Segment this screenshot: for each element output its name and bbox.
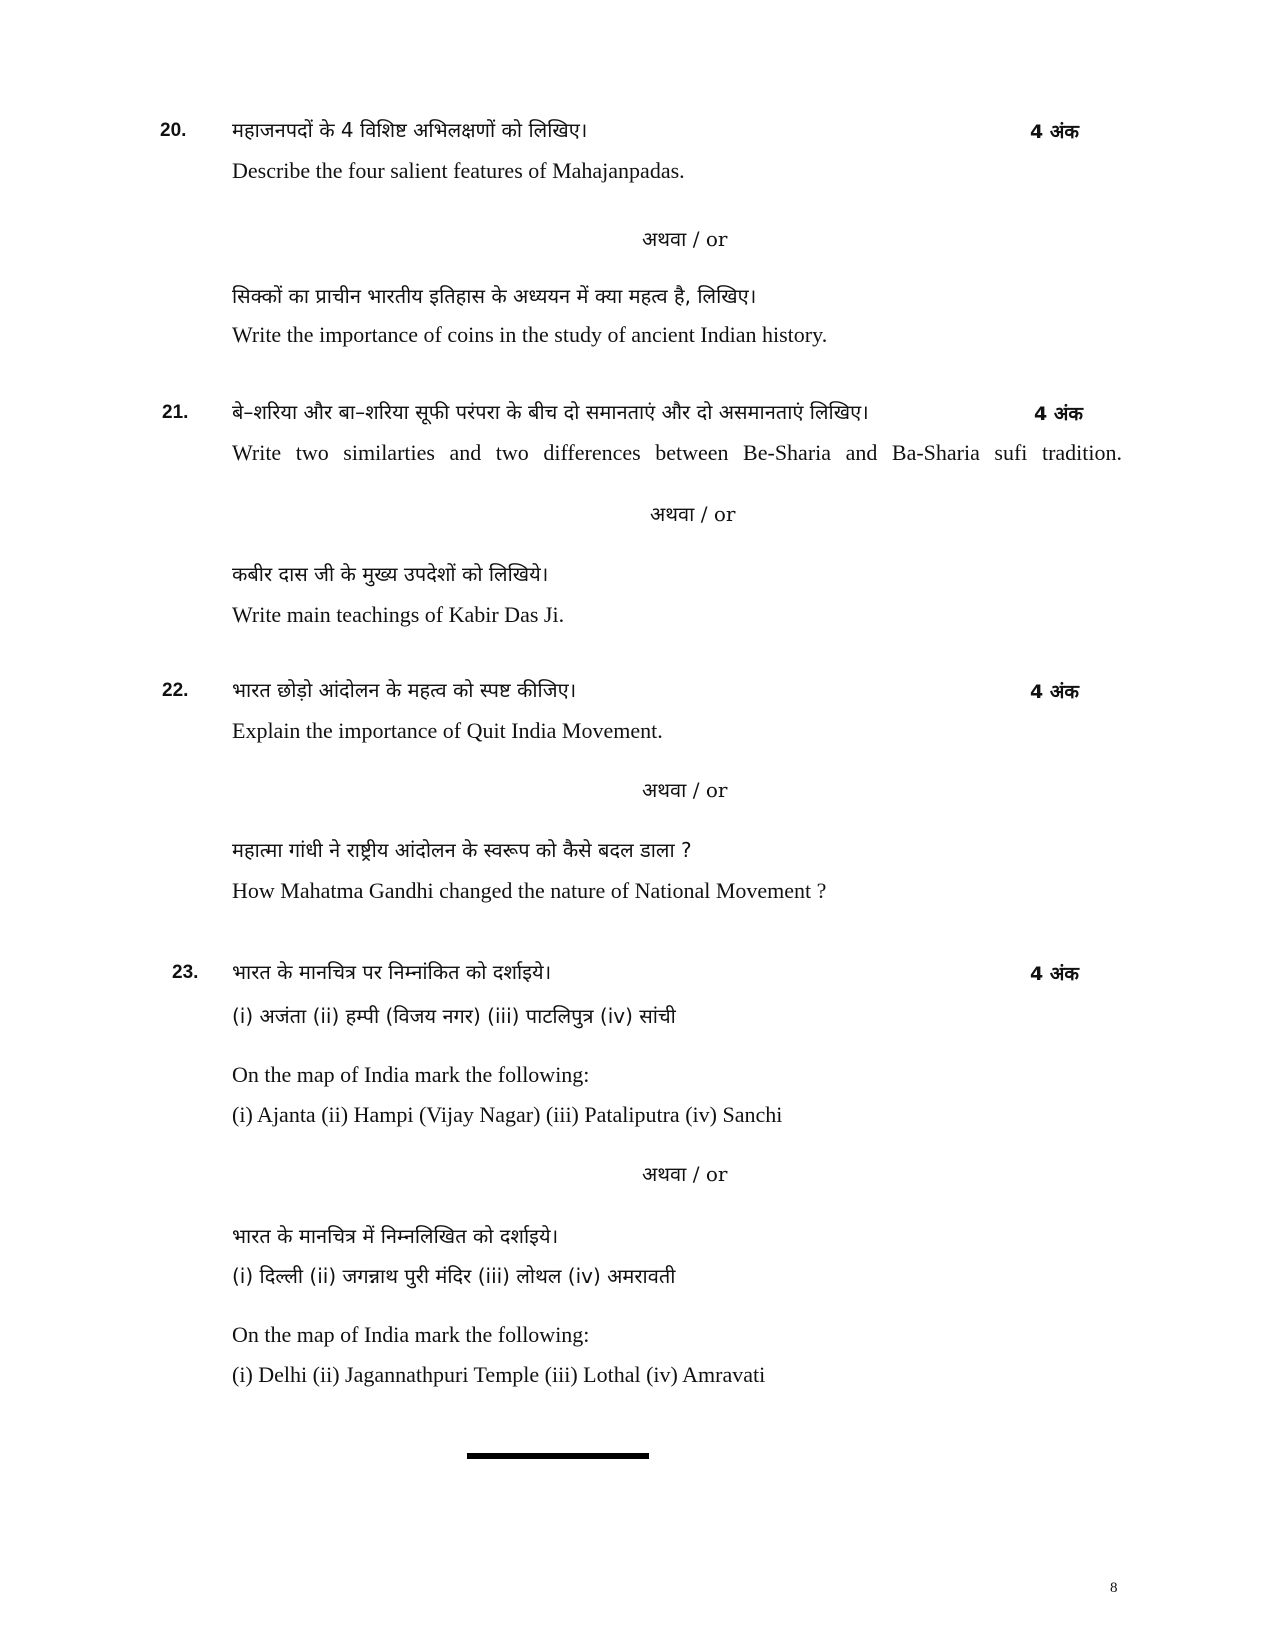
end-of-paper-rule — [467, 1453, 649, 1459]
question-20-alt-hindi: सिक्कों का प्राचीन भारतीय इतिहास के अध्ययन में क्या महत्व है, लिखिए। — [232, 284, 757, 308]
question-20-hindi: महाजनपदों के 4 विशिष्ट अभिलक्षणों को लिखिए। — [232, 118, 588, 142]
question-23-alt-hindi: भारत के मानचित्र में निम्नलिखित को दर्शाइये। — [232, 1224, 559, 1248]
question-23-english: On the map of India mark the following: — [232, 1062, 590, 1087]
question-20-or-label: अथवा / or — [642, 227, 728, 251]
question-22-or-label: अथवा / or — [642, 778, 728, 802]
question-23-marks: 4 अंक — [1030, 963, 1079, 985]
question-22-hindi: भारत छोड़ो आंदोलन के महत्व को स्पष्ट कीजिए। — [232, 678, 577, 702]
question-21-alt-english: Write main teachings of Kabir Das Ji. — [232, 602, 565, 627]
question-23-alt-hindi-items: (i) दिल्ली (ii) जगन्नाथ पुरी मंदिर (iii) लोथल (iv) अमरावती — [232, 1264, 676, 1288]
page-number: 8 — [1110, 1580, 1118, 1596]
question-22-alt-english: How Mahatma Gandhi changed the nature of National Movement ? — [232, 878, 827, 903]
question-22-english: Explain the importance of Quit India Movement. — [232, 718, 663, 743]
question-23-or-label: अथवा / or — [642, 1162, 728, 1186]
question-21-number: 21. — [162, 402, 189, 423]
question-23-alt-english: On the map of India mark the following: — [232, 1322, 590, 1347]
question-21-alt-hindi: कबीर दास जी के मुख्य उपदेशों को लिखिये। — [232, 562, 549, 586]
question-23-alt-english-items: (i) Delhi (ii) Jagannathpuri Temple (iii) Lothal (iv) Amravati — [232, 1362, 766, 1387]
question-23-english-items: (i) Ajanta (ii) Hampi (Vijay Nagar) (iii) Pataliputra (iv) Sanchi — [232, 1102, 783, 1127]
question-23-hindi: भारत के मानचित्र पर निम्नांकित को दर्शाइये। — [232, 960, 552, 984]
question-20-marks: 4 अंक — [1030, 121, 1079, 143]
question-21-english: Write two similarties and two differences between Be-Sharia and Ba-Sharia sufi tradition. — [232, 440, 1122, 465]
question-21-or-label: अथवा / or — [650, 502, 736, 526]
question-22-marks: 4 अंक — [1030, 681, 1079, 703]
question-20-alt-english: Write the importance of coins in the study of ancient Indian history. — [232, 322, 828, 347]
question-23-hindi-items: (i) अजंता (ii) हम्पी (विजय नगर) (iii) पाटलिपुत्र (iv) सांची — [232, 1004, 676, 1028]
question-20-number: 20. — [160, 120, 187, 141]
question-21-hindi: बे–शरिया और बा–शरिया सूफी परंपरा के बीच दो समानताएं और दो असमानताएं लिखिए। — [232, 400, 869, 424]
question-22-number: 22. — [162, 680, 189, 701]
question-22-alt-hindi: महात्मा गांधी ने राष्ट्रीय आंदोलन के स्वरूप को कैसे बदल डाला ? — [232, 838, 692, 862]
question-23-number: 23. — [172, 962, 199, 983]
question-20-english: Describe the four salient features of Mahajanpadas. — [232, 158, 685, 183]
question-21-marks: 4 अंक — [1034, 403, 1083, 425]
